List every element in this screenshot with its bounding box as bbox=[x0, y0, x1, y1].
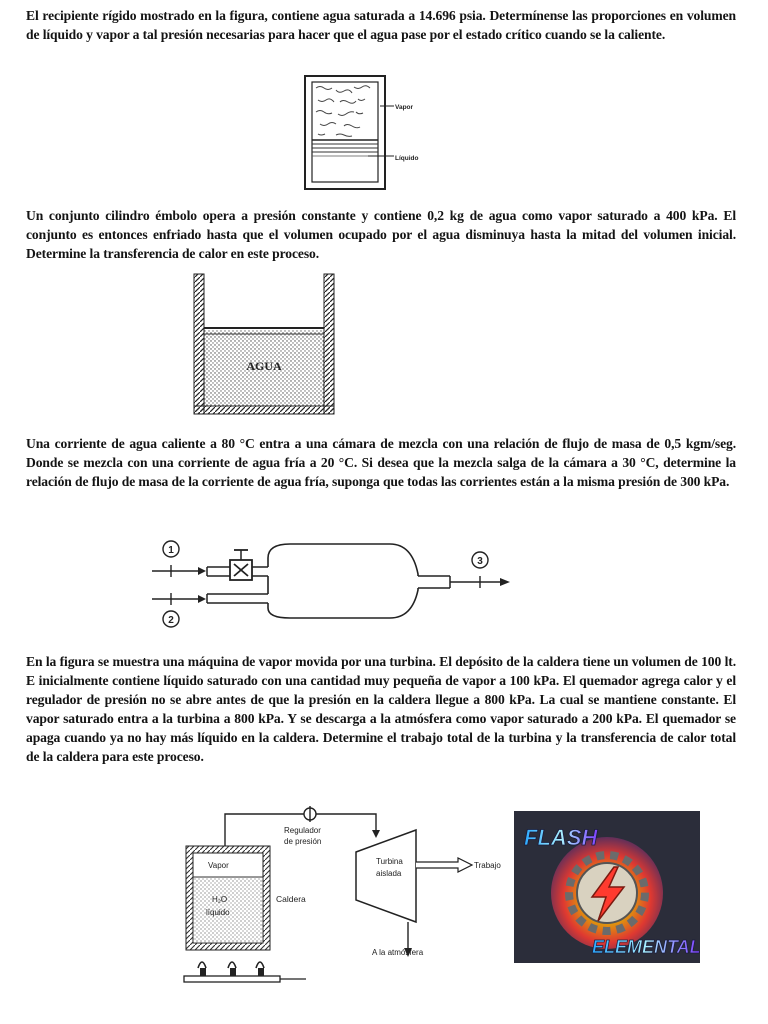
flash-elemental-logo bbox=[514, 811, 700, 963]
stream-3-label: 3 bbox=[477, 556, 483, 567]
water-label: AGUA bbox=[246, 359, 282, 373]
stream-2-label: 2 bbox=[168, 615, 174, 626]
figure-steam-engine bbox=[180, 800, 520, 1000]
problem-4-text: En la figura se muestra una máquina de vapor movida por una turbina. El depósito de la caldera tiene un volumen de 100 lt. E inicialmente contiene líquido saturado con una cantidad muy pequeña de vapor a 100 kPa. El quemador agrega calor y el regulador de presión no se abre antes de que la presión en la caldera llegue a 800 kPa. La cual se mantiene constante. El vapor saturado entra a la turbina a 800 kPa. Y se descarga a la atmósfera como vapor saturado a 200 kPa. El quemador se apaga cuando ya no hay más líquido en la caldera. Determine el trabajo total de la turbina y la transferencia de calor total de la caldera para este proceso. bbox=[26, 654, 736, 764]
problem-2-text: Un conjunto cilindro émbolo opera a presión constante y contiene 0,2 kg de agua como vapor saturado a 400 kPa. El conjunto es entonces enfriado hasta que el volumen ocupado por el agua disminuya hasta la mitad del volumen inicial. Determine la transferencia de calor en este proceso. bbox=[26, 208, 736, 261]
boiler-vapor-label: Vapor bbox=[208, 861, 229, 870]
vapor-label: Vapor bbox=[395, 104, 414, 111]
h2o-label: H₂O bbox=[212, 895, 228, 904]
stream-1-label: 1 bbox=[168, 545, 174, 556]
figure-mixing-chamber bbox=[150, 538, 520, 630]
problem-3-text: Una corriente de agua caliente a 80 °C entra a una cámara de mezcla con una relación de flujo de masa de 0,5 kgm/seg. Donde se mezcla con una corriente de agua fría a 20 °C. Si desea que la mezcla salga de la cámara a 30 °C, determine la relación de flujo de masa de la corriente de agua fría, suponga que todas las corrientes están a la misma presión de 300 kPa. bbox=[26, 436, 736, 489]
regulator-label-2: de presión bbox=[284, 837, 322, 846]
turbine-label: Turbina bbox=[376, 857, 403, 866]
liquid-label-boiler: líquido bbox=[206, 908, 230, 917]
turbine-label-2: aislada bbox=[376, 869, 402, 878]
logo-line-2: ELEMENTAL bbox=[592, 937, 701, 957]
logo-line-1: FLASH bbox=[524, 825, 598, 850]
figure-piston-cylinder bbox=[190, 272, 340, 420]
work-label: Trabajo bbox=[474, 861, 501, 870]
problem-1-text: El recipiente rígido mostrado en la figura, contiene agua saturada a 14.696 psia. Determínense las proporciones en volumen de líquido y vapor a tal presión necesarias para hacer que el agua pase por el estado crítico cuando se la caliente. bbox=[26, 8, 736, 42]
liquid-label: Líquido bbox=[395, 155, 419, 162]
boiler-label: Caldera bbox=[276, 894, 306, 904]
atmosphere-label: A la atmósfera bbox=[372, 948, 424, 957]
flash-elemental-watermark bbox=[514, 811, 700, 963]
regulator-label: Regulador bbox=[284, 826, 321, 835]
figure-rigid-container bbox=[300, 72, 430, 194]
